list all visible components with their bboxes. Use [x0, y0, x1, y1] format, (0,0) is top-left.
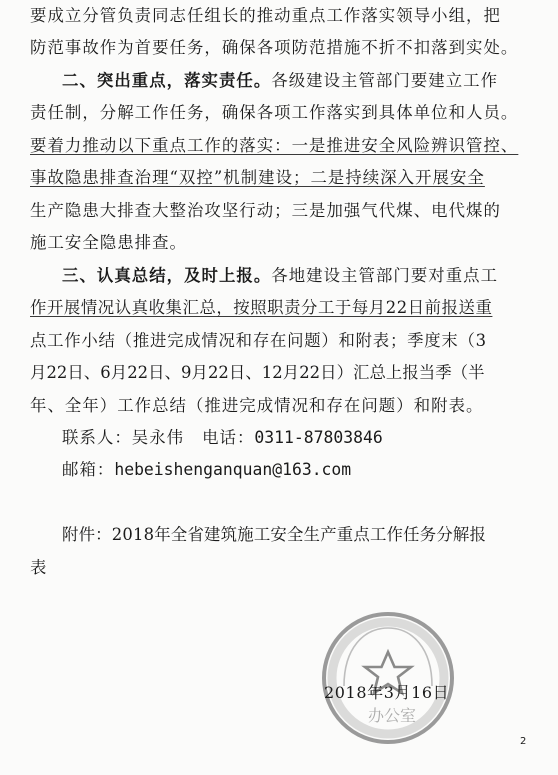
contact-phone-label: 电话：	[202, 428, 255, 447]
section-three-line	[62, 266, 498, 286]
body-line-12: 月22日、6月22日、9月22日、12月22日）汇总上报当季（半	[30, 363, 485, 382]
contact-person: 吴永伟	[131, 428, 185, 447]
body-line-8: 施工安全隐患排查。	[30, 233, 187, 252]
body-line-2: 防范事故作为首要任务，确保各项防范措施不折不扣落到实处。	[30, 38, 519, 57]
attachment-line-2: 表	[30, 558, 48, 577]
body-line-11: 点工作小结（推进完成情况和存在问题）和附表；季度末（3	[30, 331, 487, 350]
section-two-line	[62, 71, 498, 91]
attachment-line-1: 附件：2018年全省建筑施工安全生产重点工作任务分解报	[62, 525, 487, 544]
body-line-4: 责任制，分解工作任务，确保各项工作落实到具体单位和人员。	[30, 103, 519, 122]
body-line-13: 年、全年）工作总结（推进完成情况和存在问题）和附表。	[30, 396, 484, 415]
svg-text:办公室: 办公室	[368, 706, 417, 725]
section-two-text: 各级建设主管部门要建立工作	[271, 71, 499, 90]
contact-person-label: 联系人：	[62, 428, 132, 447]
official-seal	[318, 608, 458, 748]
body-line-1: 要成立分管负责同志任组长的推动重点工作落实领导小组，把	[30, 6, 501, 25]
signature-date: 2018年3月16日	[324, 683, 450, 702]
section-three-heading: 三、认真总结，及时上报。	[62, 266, 272, 285]
body-line-10: 作开展情况认真收集汇总，按照职责分工于每月22日前报送重	[30, 298, 493, 317]
section-two-heading: 二、突出重点，落实责任。	[62, 71, 272, 90]
body-line-5: 要着力推动以下重点工作的落实：一是推进安全风险辨识管控、	[30, 136, 519, 155]
contact-line	[62, 428, 383, 448]
email-line	[62, 460, 351, 480]
section-three-text: 各地建设主管部门要对重点工	[271, 266, 499, 285]
contact-phone: 0311-87803846	[254, 428, 383, 447]
email-address: hebeishenganquan@163.com	[114, 460, 352, 479]
email-label: 邮箱：	[62, 460, 115, 479]
page-number: 2	[520, 736, 527, 747]
body-line-6: 事故隐患排查治理“双控”机制建设；二是持续深入开展安全	[30, 168, 485, 187]
body-line-7: 生产隐患大排查大整治攻坚行动；三是加强气代煤、电代煤的	[30, 201, 501, 220]
